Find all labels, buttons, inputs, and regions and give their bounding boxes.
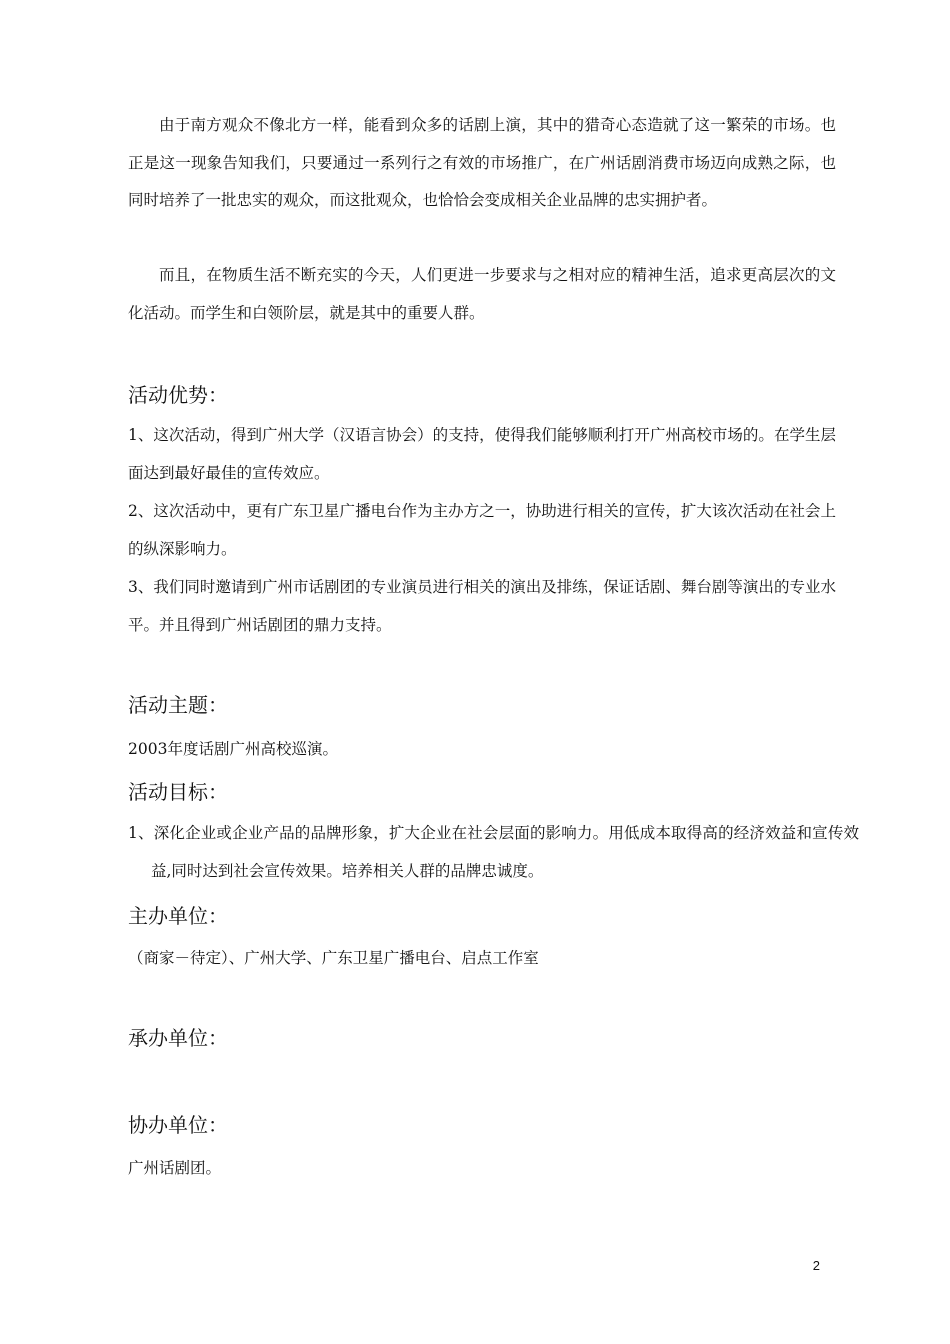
advantage-item-1: 1、这次活动，得到广州大学（汉语言协会）的支持，使得我们能够顺利打开广州高校市场的。在学生层面达到最好最佳的宣传效应。 xyxy=(128,426,836,482)
advantage-item-3: 3、我们同时邀请到广州市话剧团的专业演员进行相关的演出及排练，保证话剧、舞台剧等演出的专业水平。并且得到广州话剧团的鼎力支持。 xyxy=(128,578,836,634)
intro-paragraph-1: 由于南方观众不像北方一样，能看到众多的话剧上演，其中的猎奇心态造就了这一繁荣的市场。也正是这一现象告知我们，只要通过一系列行之有效的市场推广，在广州话剧消费市场迈向成熟之际，也同时培养了一批忠实的观众，而这批观众，也恰恰会变成相关企业品牌的忠实拥护者。 xyxy=(128,116,836,209)
host-text: （商家－待定）、广州大学、广东卫星广播电台、启点工作室 xyxy=(128,949,539,967)
advantage-item-2: 2、这次活动中，更有广东卫星广播电台作为主办方之一，协助进行相关的宣传，扩大该次活动在社会上的纵深影响力。 xyxy=(128,502,836,558)
host-heading: 主办单位： xyxy=(128,904,228,928)
advantages-heading: 活动优势： xyxy=(128,383,228,407)
page-number: 2 xyxy=(812,1258,820,1273)
goals-heading: 活动目标： xyxy=(128,780,228,804)
theme-text: 2003年度话剧广州高校巡演。 xyxy=(128,740,338,758)
coorganizer-heading: 协办单位： xyxy=(128,1113,228,1137)
goal-item-1: 1、深化企业或企业产品的品牌形象，扩大企业在社会层面的影响力。用低成本取得高的经济效益和宣传效益,同时达到社会宣传效果。培养相关人群的品牌忠诚度。 xyxy=(128,824,859,880)
organizer-heading: 承办单位： xyxy=(128,1026,228,1050)
theme-heading: 活动主题： xyxy=(128,693,228,717)
coorganizer-text: 广州话剧团。 xyxy=(128,1159,222,1177)
intro-paragraph-2: 而且，在物质生活不断充实的今天，人们更进一步要求与之相对应的精神生活，追求更高层次的文化活动。而学生和白领阶层，就是其中的重要人群。 xyxy=(128,266,836,322)
